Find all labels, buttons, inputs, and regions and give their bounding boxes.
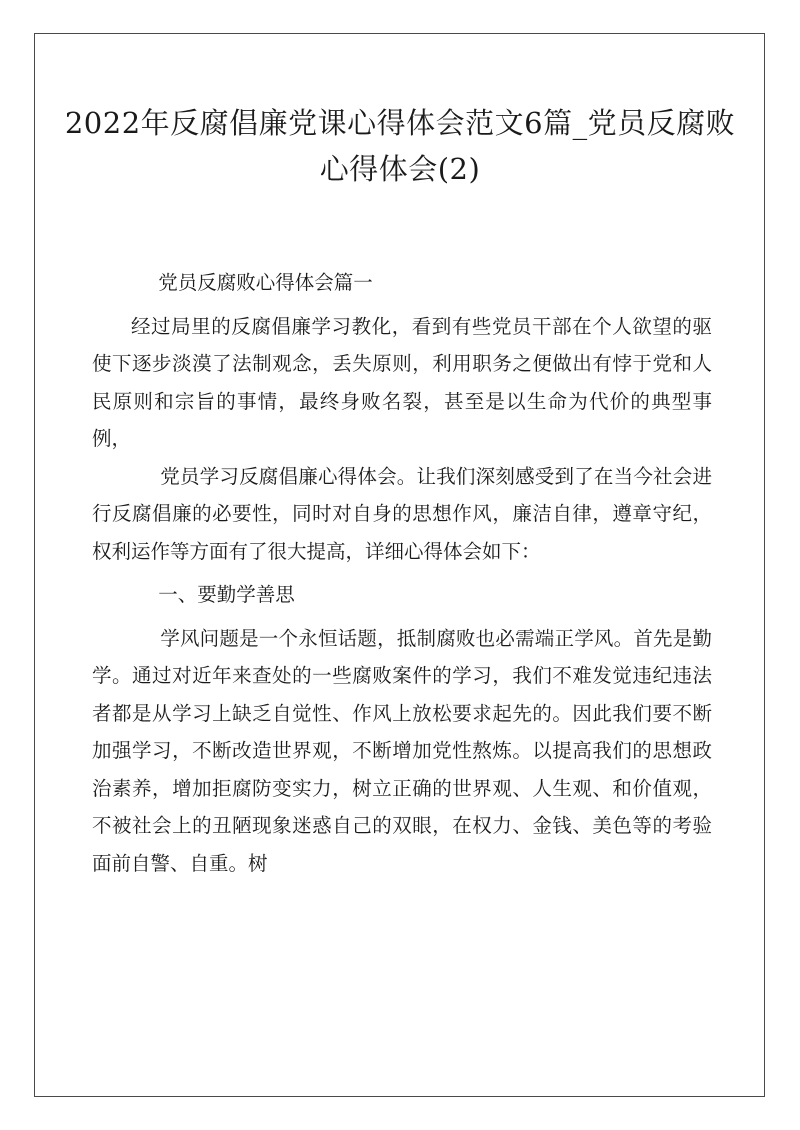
document-title: 2022年反腐倡廉党课心得体会范文6篇_党员反腐败心得体会(2)	[64, 106, 736, 186]
paragraph-3: 学风问题是一个永恒话题，抵制腐败也必需端正学风。首先是勤学。通过对近年来查处的一些腐败案件的学习，我们不难发觉违纪违法者都是从学习上缺乏自觉性、作风上放松要求起先的。因此我们要不断加强学习，不断改造世界观，不断增加党性熬炼。以提高我们的思想政治素养，增加拒腐防变实力，树立正确的世界观、人生观、和价值观，不被社会上的丑陋现象迷惑自己的双眼，在权力、金钱、美色等的考验面前自警、自重。树	[92, 626, 712, 875]
document-body	[92, 264, 712, 882]
section-heading: 党员反腐败心得体会篇一	[158, 271, 373, 294]
subheading-1: 一、要勤学善思	[158, 583, 295, 606]
paragraph-1: 经过局里的反腐倡廉学习教化，看到有些党员干部在个人欲望的驱使下逐步淡漠了法制观念，丢失原则，利用职务之便做出有悖于党和人民原则和宗旨的事情，最终身败名裂，甚至是以生命为代价的典型事例，	[92, 314, 712, 450]
paragraph-2: 党员学习反腐倡廉心得体会。让我们深刻感受到了在当今社会进行反腐倡廉的必要性，同时对自身的思想作风，廉洁自律，遵章守纪，权利运作等方面有了很大提高，详细心得体会如下：	[92, 464, 712, 563]
